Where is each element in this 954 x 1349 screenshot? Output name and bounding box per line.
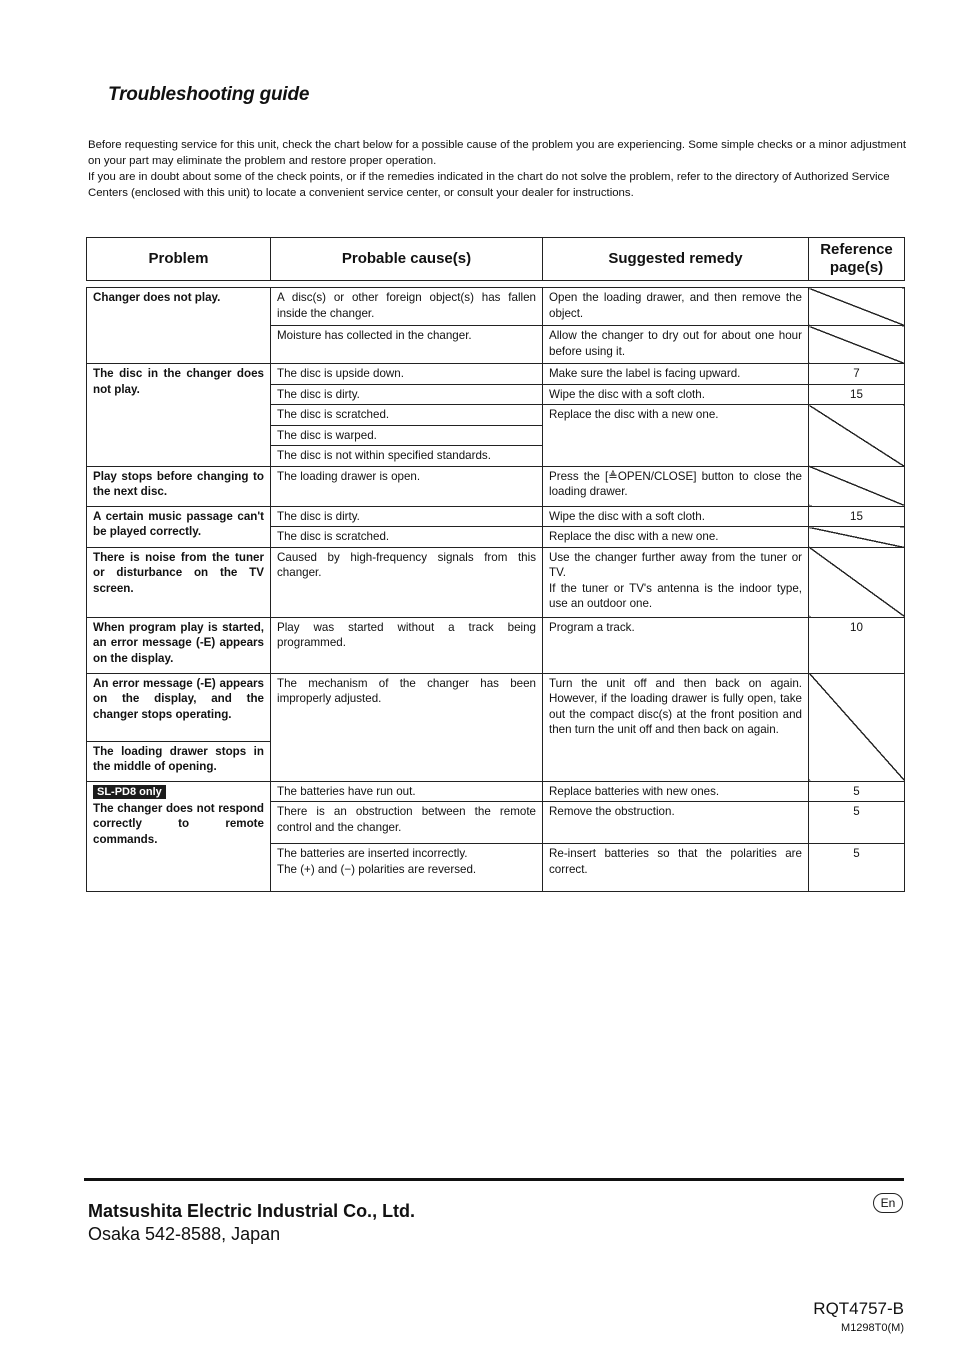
problem-cell: When program play is started, an error message (-E) appears on the display.: [87, 617, 271, 673]
cause-cell: Moisture has collected in the changer.: [271, 326, 543, 364]
remedy-cell: Wipe the disc with a soft cloth.: [543, 384, 809, 405]
reference-empty: [809, 326, 905, 364]
remedy-cell: Open the loading drawer, and then remove the object.: [543, 288, 809, 326]
problem-cell: Changer does not play.: [87, 288, 271, 364]
cause-cell: The disc is scratched.: [271, 527, 543, 548]
remedy-cell: [543, 547, 809, 617]
reference-empty: [809, 466, 905, 506]
problem-cell: Play stops before changing to the next disc.: [87, 466, 271, 506]
header-cause: Probable cause(s): [271, 238, 543, 281]
header-remedy: Suggested remedy: [543, 238, 809, 281]
remedy-cell: Replace the disc with a new one.: [543, 527, 809, 548]
table-row: [87, 364, 905, 385]
reference-empty: [809, 527, 905, 548]
remedy-line: If the tuner or TV's antenna is the indoor type, use an outdoor one.: [549, 581, 802, 610]
footer-divider: [84, 1178, 904, 1181]
cause-cell: The disc is scratched.: [271, 405, 543, 426]
cause-cell: The disc is warped.: [271, 425, 543, 446]
cause-cell: The batteries have run out.: [271, 781, 543, 802]
remedy-cell: Turn the unit off and then back on again. However, if the loading drawer is fully open, take out the compact disc(s) at the front position and then turn the unit off and then back on again.: [543, 673, 809, 781]
intro-text: [88, 137, 916, 201]
reference-cell: 15: [809, 384, 905, 405]
cause-cell: The disc is upside down.: [271, 364, 543, 385]
table-row: [87, 288, 905, 326]
table-row: [87, 781, 905, 802]
intro-paragraph-1: Before requesting service for this unit, check the chart below for a possible cause of the problem you are experiencing. Some simple checks or a minor adjustment on your part may eliminate the problem and restore proper operation.: [88, 139, 907, 167]
cause-cell: Caused by high-frequency signals from this changer.: [271, 547, 543, 617]
remedy-cell: Wipe the disc with a soft cloth.: [543, 506, 809, 527]
header-reference: Reference page(s): [809, 238, 905, 281]
cause-cell: [271, 844, 543, 892]
problem-cell: The loading drawer stops in the middle of opening.: [87, 741, 271, 781]
cause-cell: A disc(s) or other foreign object(s) has fallen inside the changer.: [271, 288, 543, 326]
reference-cell: 10: [809, 617, 905, 673]
header-gap: [87, 281, 905, 288]
reference-cell: 5: [809, 844, 905, 892]
page-title: Troubleshooting guide: [108, 84, 310, 105]
remedy-cell: Replace batteries with new ones.: [543, 781, 809, 802]
cause-cell: The disc is dirty.: [271, 384, 543, 405]
reference-cell: 15: [809, 506, 905, 527]
reference-empty: [809, 405, 905, 467]
problem-cell: An error message (-E) appears on the display, and the changer stops operating.: [87, 673, 271, 741]
cause-cell: The disc is not within specified standards.: [271, 446, 543, 467]
reference-empty: [809, 288, 905, 326]
document-code: RQT4757-B: [813, 1299, 904, 1318]
model-badge: SL-PD8 only: [93, 785, 166, 799]
header-problem: Problem: [87, 238, 271, 281]
table-row: [87, 617, 905, 673]
cause-cell: The mechanism of the changer has been improperly adjusted.: [271, 673, 543, 781]
reference-cell: 5: [809, 802, 905, 844]
document-subcode: M1298T0(M): [841, 1322, 904, 1334]
troubleshooting-table: [86, 237, 905, 892]
cause-cell: The loading drawer is open.: [271, 466, 543, 506]
remedy-cell: Make sure the label is facing upward.: [543, 364, 809, 385]
cause-cell: Play was started without a track being programmed.: [271, 617, 543, 673]
remedy-cell: Re-insert batteries so that the polarities are correct.: [543, 844, 809, 892]
cause-line: The batteries are inserted incorrectly.: [277, 847, 468, 860]
remedy-cell: Allow the changer to dry out for about one hour before using it.: [543, 326, 809, 364]
company-address: Osaka 542-8588, Japan: [88, 1224, 281, 1244]
remedy-line: Use the changer further away from the tuner or TV.: [549, 550, 802, 579]
problem-cell: [87, 781, 271, 892]
table-row: [87, 673, 905, 741]
cause-line: The (+) and (−) polarities are reversed.: [277, 862, 477, 876]
company-name: Matsushita Electric Industrial Co., Ltd.: [88, 1201, 416, 1221]
reference-cell: 5: [809, 781, 905, 802]
remedy-cell: Press the [≜OPEN/CLOSE] button to close the loading drawer.: [543, 466, 809, 506]
cause-cell: There is an obstruction between the remote control and the changer.: [271, 802, 543, 844]
problem-text: The changer does not respond correctly to remote commands.: [93, 801, 264, 846]
problem-cell: There is noise from the tuner or disturbance on the TV screen.: [87, 547, 271, 617]
reference-empty: [809, 673, 905, 781]
remedy-cell: Program a track.: [543, 617, 809, 673]
reference-empty: [809, 547, 905, 617]
language-mark-icon: En: [873, 1193, 903, 1213]
cause-cell: The disc is dirty.: [271, 506, 543, 527]
intro-paragraph-2: If you are in doubt about some of the check points, or if the remedies indicated in the chart do not solve the problem, refer to the directory of Authorized Service Centers (enclosed with this unit) to locate a convenient service center, or consult your dealer for instructions.: [88, 171, 890, 199]
remedy-cell: Remove the obstruction.: [543, 802, 809, 844]
table-row: [87, 466, 905, 506]
remedy-cell: Replace the disc with a new one.: [543, 405, 809, 467]
reference-cell: 7: [809, 364, 905, 385]
problem-cell: The disc in the changer does not play.: [87, 364, 271, 467]
table-row: [87, 547, 905, 617]
table-row: [87, 506, 905, 527]
table-header-row: [87, 238, 905, 281]
problem-cell: A certain music passage can't be played correctly.: [87, 506, 271, 547]
